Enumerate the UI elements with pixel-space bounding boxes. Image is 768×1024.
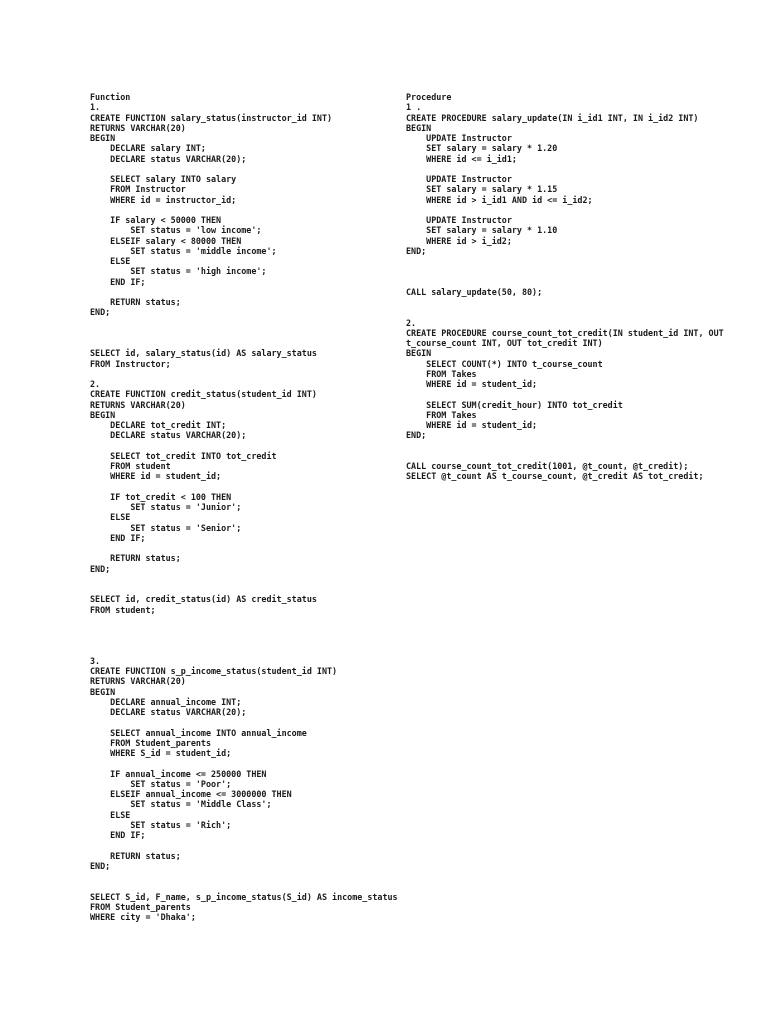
code-line: SET status = 'Rich'; [90, 819, 232, 830]
code-line: 1 . [406, 102, 422, 113]
code-line [90, 574, 390, 584]
code-line: SELECT id, salary_status(id) AS salary_status [90, 348, 317, 359]
code-line: END; [406, 430, 427, 441]
code-line: DECLARE status VARCHAR(20); [90, 707, 247, 717]
code-line: SET status = 'Poor'; [90, 778, 232, 789]
code-line: BEGIN [90, 686, 116, 697]
code-line [406, 164, 706, 174]
code-line: SELECT tot_credit INTO tot_credit [90, 450, 277, 461]
code-line [90, 625, 390, 635]
code-line: ELSEIF salary < 80000 THEN [90, 235, 242, 246]
code-line [90, 840, 390, 850]
code-line: SET salary = salary * 1.20 [406, 143, 558, 154]
code-line: UPDATE Instructor [406, 174, 512, 184]
code-line: WHERE id <= i_id1; [406, 153, 517, 164]
code-line [406, 441, 706, 451]
code-line: IF tot_credit < 100 THEN [90, 491, 232, 502]
code-line: IF annual_income <= 250000 THEN [90, 768, 267, 779]
code-line [90, 338, 390, 348]
code-line: SET status = 'low income'; [90, 225, 262, 236]
code-line: RETURN status; [90, 553, 181, 564]
code-line: END IF; [90, 532, 146, 543]
code-line: SELECT SUM(credit_hour) INTO tot_credit [406, 399, 623, 410]
code-line: WHERE id = instructor_id; [90, 194, 237, 205]
code-line: ELSE [90, 809, 131, 820]
code-line [406, 205, 706, 215]
code-line [90, 328, 390, 338]
code-line: 3. [90, 655, 101, 666]
code-line: WHERE id = student_id; [406, 379, 538, 389]
code-line [406, 266, 706, 276]
code-line [406, 297, 706, 307]
code-line: DECLARE tot_credit INT; [90, 420, 227, 430]
code-line [406, 307, 706, 317]
code-line: UPDATE Instructor [406, 133, 512, 143]
code-line [90, 205, 390, 215]
code-line: FROM Takes [406, 368, 477, 379]
code-line: CREATE PROCEDURE course_count_tot_credit(IN student_id INT, OUT [406, 327, 724, 338]
code-line [90, 646, 390, 656]
code-line [90, 164, 390, 174]
code-line: SET salary = salary * 1.10 [406, 225, 558, 236]
code-line [90, 287, 390, 297]
code-line [90, 369, 390, 379]
code-line: RETURN status; [90, 850, 181, 861]
code-line [90, 871, 390, 881]
code-line: CALL course_count_tot_credit(1001, @t_count, @t_credit); [406, 461, 689, 471]
code-line: END; [90, 307, 111, 318]
code-line [406, 256, 706, 266]
code-line: WHERE id = student_id; [406, 420, 538, 430]
code-line: CALL salary_update(50, 80); [406, 286, 543, 297]
code-line: Procedure [406, 92, 452, 102]
code-line [90, 615, 390, 625]
code-line: FROM student [90, 461, 171, 471]
code-line [90, 881, 390, 891]
code-line [90, 758, 390, 768]
code-line [90, 543, 390, 553]
code-line: SET status = 'middle income'; [90, 245, 277, 256]
code-line: SELECT salary INTO salary [90, 174, 237, 184]
code-line [406, 451, 706, 461]
code-line: UPDATE Instructor [406, 215, 512, 225]
code-line: DECLARE status VARCHAR(20); [90, 430, 247, 441]
code-line: SET status = 'Middle Class'; [90, 799, 272, 810]
code-line: END IF; [90, 830, 146, 840]
code-line [90, 635, 390, 645]
code-line: ELSEIF annual_income <= 3000000 THEN [90, 789, 292, 799]
code-line: BEGIN [406, 348, 432, 359]
code-line: FROM Takes [406, 409, 477, 420]
code-line: SELECT id, credit_status(id) AS credit_status [90, 594, 317, 605]
code-line: WHERE city = 'Dhaka'; [90, 912, 196, 922]
code-line: SET status = 'Junior'; [90, 502, 242, 512]
code-line [90, 482, 390, 492]
code-line: RETURNS VARCHAR(20) [90, 676, 186, 687]
code-line [406, 389, 706, 399]
code-line: CREATE PROCEDURE salary_update(IN i_id1 INT, IN i_id2 INT) [406, 112, 699, 123]
code-line: END; [90, 860, 111, 871]
code-line: IF salary < 50000 THEN [90, 215, 222, 225]
code-line: SET salary = salary * 1.15 [406, 184, 558, 195]
code-line: 2. [90, 379, 101, 389]
code-line: WHERE id > i_id1 AND id <= i_id2; [406, 194, 593, 205]
code-line: BEGIN [90, 409, 116, 420]
code-line: END; [406, 245, 427, 256]
code-line: RETURNS VARCHAR(20) [90, 399, 186, 410]
code-line: ELSE [90, 256, 131, 266]
code-line: FROM Instructor; [90, 358, 171, 369]
code-line [90, 318, 390, 328]
code-line: FROM student; [90, 604, 156, 615]
code-line: CREATE FUNCTION credit_status(student_id INT) [90, 389, 317, 400]
code-line: SELECT @t_count AS t_course_count, @t_credit AS tot_credit; [406, 471, 704, 482]
code-line: WHERE S_id = student_id; [90, 748, 232, 758]
code-line: BEGIN [90, 133, 116, 143]
code-line [90, 717, 390, 727]
code-line: CREATE FUNCTION salary_status(instructor_id INT) [90, 112, 333, 123]
code-line: WHERE id > i_id2; [406, 235, 512, 246]
code-line: SET status = 'high income'; [90, 266, 267, 277]
code-line: WHERE id = student_id; [90, 471, 222, 482]
code-line: FROM Student_parents [90, 737, 212, 748]
functions-column [90, 92, 398, 922]
code-line: CREATE FUNCTION s_p_income_status(student_id INT) [90, 666, 338, 676]
procedures-column [406, 92, 724, 482]
code-line: 1. [90, 102, 101, 113]
code-line: SELECT COUNT(*) INTO t_course_count [406, 358, 603, 369]
code-line: FROM Instructor [90, 184, 186, 195]
code-line [406, 277, 706, 287]
code-line: END; [90, 563, 111, 574]
code-line [90, 584, 390, 594]
code-line: SELECT annual_income INTO annual_income [90, 727, 307, 738]
code-line: END IF; [90, 276, 146, 287]
code-line: SELECT S_id, F_name, s_p_income_status(S_id) AS income_status [90, 891, 398, 902]
code-line: 2. [406, 317, 417, 328]
code-line: ELSE [90, 512, 131, 523]
code-line: DECLARE annual_income INT; [90, 696, 242, 707]
code-line [90, 441, 390, 451]
code-line: DECLARE salary INT; [90, 143, 206, 154]
code-line: SET status = 'Senior'; [90, 522, 242, 533]
code-line: FROM Student_parents [90, 901, 191, 912]
code-line: Function [90, 92, 131, 102]
code-line: t_course_count INT, OUT tot_credit INT) [406, 338, 603, 348]
code-line: RETURNS VARCHAR(20) [90, 122, 186, 133]
code-line: RETURN status; [90, 297, 181, 307]
code-line: DECLARE status VARCHAR(20); [90, 153, 247, 164]
code-line: BEGIN [406, 122, 432, 133]
